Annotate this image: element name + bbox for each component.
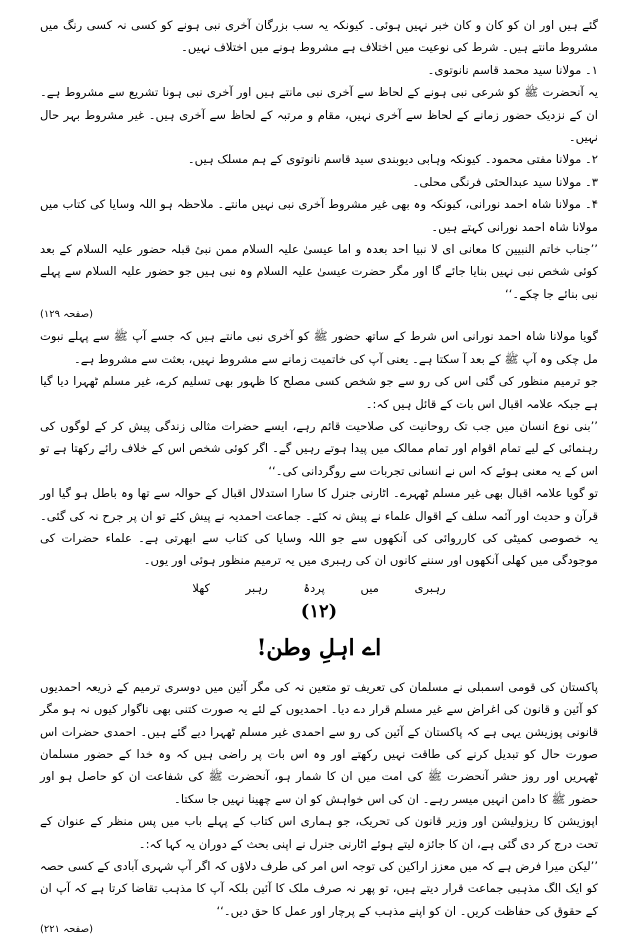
page-reference: (صفحہ ۱۲۹) — [40, 309, 93, 321]
list-item-3: ۳۔ مولانا سید عبدالحئی فرنگی محلی۔ — [412, 174, 598, 189]
paragraph-goya: گویا مولانا شاہ احمد نورانی اس شرط کے ساتھ حضور ﷺ کو آخری نبی مانتے ہیں کہ جسے آپ ﷺ سے پہلے نبوت مل چکی وہ آپ ﷺ کے بعد آ سکتا ہے۔ یعنی آپ کی خاتمیت زمانے سے مشروط نہیں، بعثت سے مشروط ہے۔ — [40, 329, 598, 366]
paragraph-national-assembly: پاکستان کی قومی اسمبلی نے مسلمان کی تعریف تو متعین نہ کی مگر آئین میں دوسری ترمیم کے ذریعہ احمدیوں کو آئین و قانون کی اغراض سے غیر مسلم قرار دے دیا۔ احمدیوں کے لئے یہ صورت کتنی بھی ناگوار کیوں نہ ہو مگر قانونی پوزیشن یہی ہے کہ پاکستان کے آئین کی رو سے احمدی غیر مسلم ٹھہرا دیے گئے ہیں۔ احمدی حضرات اس صورت حال کو تبدیل کرنے کی طاقت نہیں رکھتے اور وہ اس بات پر راضی ہیں کہ وہ خدا کے حضور مسلمان ٹھہریں اور روز حشر آنحضرت ﷺ کی امت میں ان کا شمار ہو، آنحضرت ﷺ کی شفاعت ان کو حاصل ہو اور حضور ﷺ کا دامن انہیں میسر رہے۔ ان کی اس خواہش کو ان سے چھینا نہیں جا سکتا۔ — [40, 679, 598, 806]
quote-noorani: ’’جناب خاتم النبیین کا معانی ای لا نبیا احد بعدہ و اما عیسیٰ علیہ السلام ممن نبیٔ قبلہ حضور علیہ السلام کے بعد کوئی شخص نبی نہیں بنایا جائے گا اور مگر حضرت عیسیٰ علیہ السلام وہ نبی ہیں جو حضور علیہ السلام سے پہلے نبی بنائے جا چکے۔‘‘ — [40, 242, 598, 301]
page-reference-2: (صفحہ ۲۲۱) — [40, 924, 93, 936]
list-item-4: ۴۔ مولانا شاہ احمد نورانی، کیونکہ وہ بھی غیر مشروط آخری نبی نہیں مانتے۔ ملاحظہ ہو اللہ وسایا کی کتاب میں مولانا شاہ احمد نورانی کہتے ہیں۔ — [40, 197, 598, 234]
paragraph-intro: گئے ہیں اور ان کو کان و کان خبر نہیں ہوئی۔ کیونکہ یہ سب بزرگان آخری نبی ہونے کو کسی نہ کسی رنگ میں مشروط مانتے ہیں۔ شرط کی نوعیت میں اختلاف ہے مشروط ہونے میں اختلاف نہیں۔ — [40, 18, 598, 55]
list-item-1: ۱۔ مولانا سید محمد قاسم نانوتوی۔ — [427, 62, 598, 77]
verse-line: رہبری میں پردۂ رہبر کھلا — [192, 580, 446, 595]
document-page — [40, 14, 598, 938]
paragraph-amendment: جو ترمیم منظور کی گئی اس کی رو سے جو شخص کسی مصلح کا ظہور بھی تسلیم کرے، غیر مسلم ٹھہرا دیا گیا ہے جبکہ علامہ اقبال اس بات کے قائل ہیں کہ:۔ — [40, 374, 598, 411]
paragraph-nanotvi: یہ آنحضرت ﷺ کو شرعی نبی ہونے کے لحاظ سے آخری نبی مانتے ہیں اور آخری نبی ہونا تشریع سے مشروط ہے۔ ان کے نزدیک حضور زمانے کے لحاظ سے آخری نہیں، مقام و مرتبہ کے لحاظ سے آخری ہیں۔ غیر مشروط بہر حال نہیں۔ — [40, 85, 598, 145]
quote-iqbal: ’’بنی نوع انسان میں جب تک روحانیت کی صلاحیت قائم رہے، ایسے حضرات مثالی زندگی پیش کر کے لوگوں کی رہنمائی کے لیے تمام اقوام اور تمام ممالک میں پیدا ہوتے رہیں گے۔ اگر کوئی شخص اس کے خلاف رائے رکھتا ہے تو اس کے یہ معنی ہوئے کہ اس نے انسانی تجربات سے روگردانی کی۔‘‘ — [40, 418, 598, 478]
chapter-number: (۱۲) — [300, 600, 338, 622]
list-item-2: ۲۔ مولانا مفتی محمود۔ کیونکہ وہابی دیوبندی سید قاسم نانوتوی کے ہم مسلک ہیں۔ — [187, 152, 598, 167]
paragraph-attorney: تو گویا علامہ اقبال بھی غیر مسلم ٹھہرے۔ اٹارنی جنرل کا سارا استدلال اقبال کے حوالہ سے تھا وہ باطل ہو گیا اور قرآن و حدیث اور آئمہ سلف کے اقوال علماء نے پیش نہ کئے۔ جماعت احمدیہ نے پیش کئے تو ان پر جرح نہ کی گئی۔ یہ خصوصی کمیٹی کی کارروائی کی آنکھوں سے جو اللہ وسایا کی کتاب سے ابھرتی ہے۔ علماء حضرات کی موجودگی میں کھلی آنکھوں اور سننے کانوں ان کی رہبری میں یہ ترمیم منظور ہوئی اور یوں۔ — [40, 486, 598, 568]
paragraph-opposition: اپوزیشن کا ریزولیشن اور وزیر قانون کی تحریک، جو ہماری اس کتاب کے پہلے باب میں پس منظر کے عنوان کے تحت درج کر دی گئی ہے، ان کا جائزہ لیتے ہوئے اٹارنی جنرل نے اپنی بحث کے دوران یہ کہا کہ:۔ — [40, 814, 598, 851]
chapter-title: اے اہلِ وطن! — [256, 634, 382, 661]
quote-attorney-general: ’’لیکن میرا فرض ہے کہ میں معزز اراکین کی توجہ اس امر کی طرف دلاؤں کہ اگر آپ شہری آبادی کے کسی حصہ کو ایک الگ مذہبی جماعت قرار دیتے ہیں، تو پھر نہ صرف ملک کا آئین بلکہ آپ کا مذہب تقاضا کرتا ہے کہ آپ ان کے حقوق کی حفاظت کریں۔ ان کو اپنے مذہب کے پرچار اور عمل کا حق دیں۔‘‘ — [40, 859, 598, 918]
